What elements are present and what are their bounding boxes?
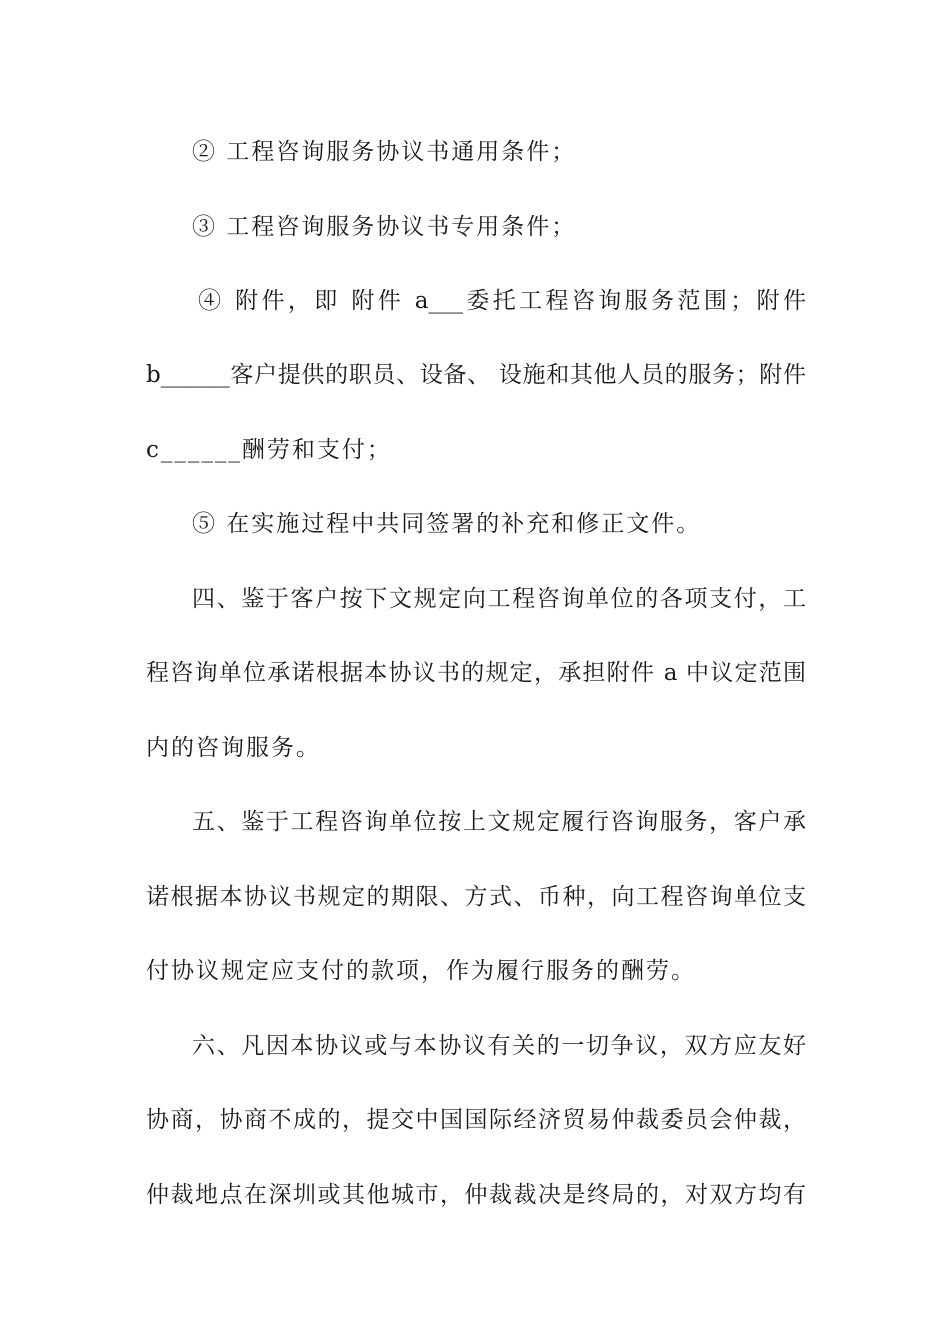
text-line-9: 内的咨询服务。: [146, 735, 321, 761]
text-line-1: ② 工程咨询服务协议书通用条件；: [192, 139, 577, 165]
text-line-6: ⑤ 在实施过程中共同签署的补充和修正文件。: [192, 511, 702, 537]
text-line-10: 五、鉴于工程咨询单位按上文规定履行咨询服务，客户承: [192, 809, 806, 835]
text-line-15: 仲裁地点在深圳或其他城市，仲裁裁决是终局的，对双方均有: [146, 1182, 806, 1208]
text-line-5: c______酬劳和支付；: [146, 437, 392, 463]
text-line-12: 付协议规定应支付的款项，作为履行服务的酬劳。: [146, 958, 696, 984]
text-line-13: 六、凡因本协议或与本协议有关的一切争议，双方应友好: [192, 1033, 806, 1059]
text-line-7: 四、鉴于客户按下文规定向工程咨询单位的各项支付，工: [192, 586, 806, 612]
text-line-2: ③ 工程咨询服务协议书专用条件；: [192, 214, 577, 240]
text-line-3: ④ 附件，即 附件 a___委托工程咨询服务范围；附件: [198, 288, 806, 314]
text-line-4: b______客户提供的职员、设备、 设施和其他人员的服务；附件: [146, 362, 806, 388]
text-line-11: 诺根据本协议书规定的期限、方式、币种，向工程咨询单位支: [146, 884, 806, 910]
text-line-14: 协商，协商不成的，提交中国国际经济贸易仲裁委员会仲裁，: [146, 1107, 806, 1133]
text-line-8: 程咨询单位承诺根据本协议书的规定，承担附件 a 中议定范围: [146, 660, 806, 686]
